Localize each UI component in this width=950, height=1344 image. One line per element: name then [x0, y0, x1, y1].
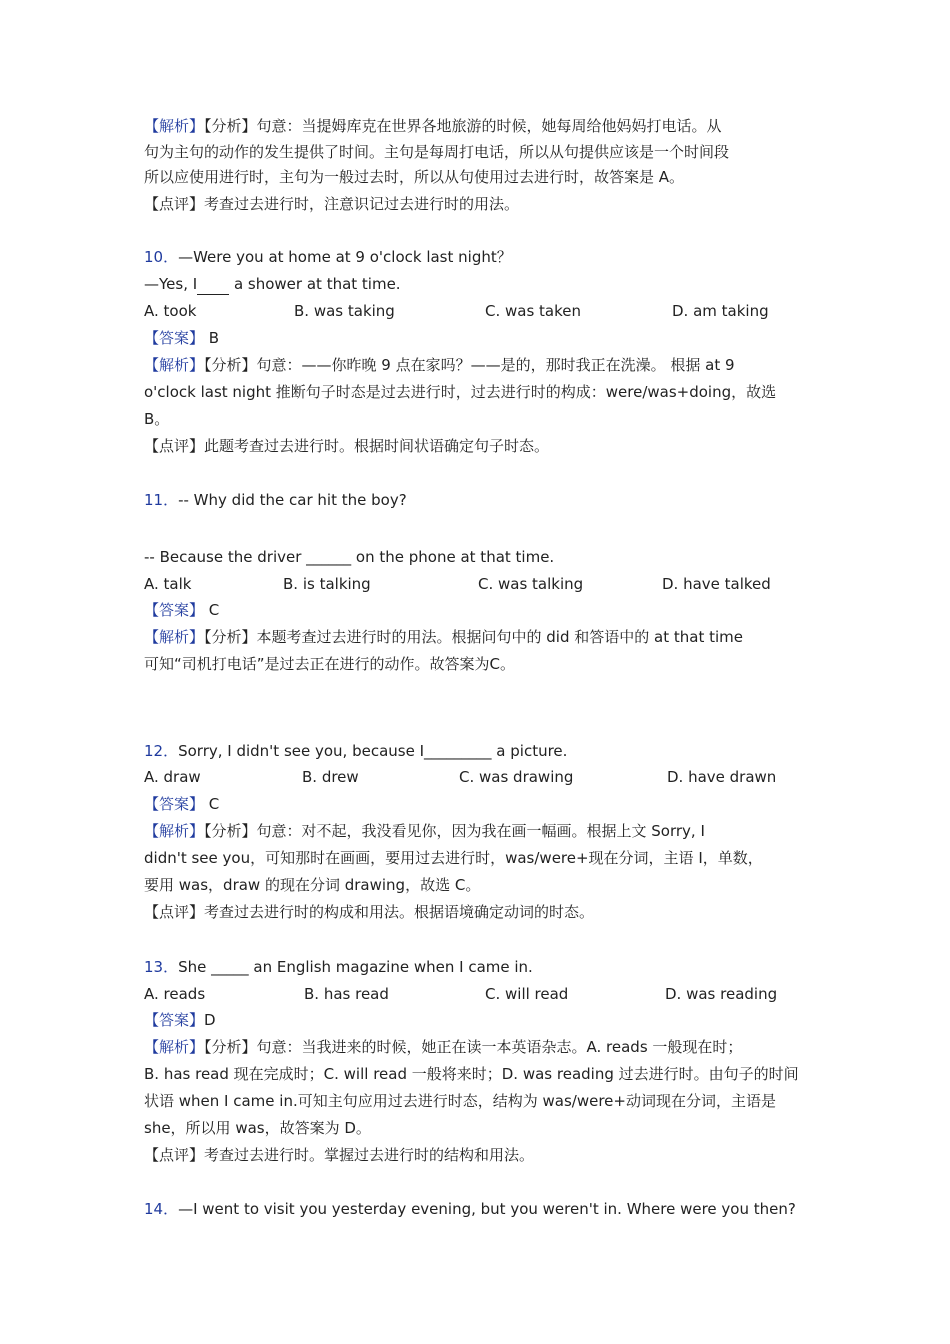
answer-tag: 【答案】: [144, 795, 205, 813]
q13-option-b: B. has read: [304, 985, 389, 1003]
q11-option-c: C. was talking: [478, 575, 584, 593]
q10-reply: —Yes, I a shower at that time.: [144, 275, 401, 293]
question-number: 11．: [144, 491, 179, 509]
q10-option-b: B. was taking: [294, 302, 395, 320]
q11-option-b: B. is talking: [283, 575, 371, 593]
q10-analysis-line-3: B。: [144, 410, 170, 428]
q10-option-d: D. am taking: [672, 302, 769, 320]
q13-option-c: C. will read: [485, 985, 569, 1003]
q13-question: 13．She _____ an English magazine when I came in.: [144, 958, 533, 976]
q11-analysis-line-2: 可知“司机打电话”是过去正在进行的动作。故答案为C。: [144, 655, 516, 673]
q12-question: 12．Sorry, I didn't see you, because I_________ a picture.: [144, 742, 568, 760]
question-number: 12．: [144, 742, 179, 760]
q11-option-a: A. talk: [144, 575, 192, 593]
comment-tag: 【点评】: [144, 195, 205, 213]
analysis-tag: 【解析】: [144, 1038, 205, 1056]
q12-option-b: B. drew: [302, 768, 359, 786]
q9-analysis-line-2: 句为主句的动作的发生提供了时间。主句是每周打电话，所以从句提供应该是一个时间段: [144, 143, 730, 161]
q12-analysis-line-3: 要用 was，draw 的现在分词 drawing，故选 C。: [144, 876, 481, 894]
question-number: 14．: [144, 1200, 179, 1218]
q11-question: 11．-- Why did the car hit the boy?: [144, 491, 407, 509]
q14-question: 14．—I went to visit you yesterday evening, but you weren't in. Where were you then?: [144, 1200, 796, 1218]
q12-option-c: C. was drawing: [459, 768, 574, 786]
q10-analysis-line-2: o'clock last night 推断句子时态是过去进行时，过去进行时的构成：were/was+doing，故选: [144, 383, 777, 401]
question-number: 13．: [144, 958, 179, 976]
q13-option-d: D. was reading: [665, 985, 778, 1003]
q13-answer: 【答案】D: [144, 1011, 216, 1029]
answer-tag: 【答案】: [144, 329, 205, 347]
q13-comment: 【点评】考查过去进行时。掌握过去进行时的结构和用法。: [144, 1146, 535, 1164]
q13-analysis-line-3: 状语 when I came in.可知主句应用过去进行时态，结构为 was/were+动词现在分词，主语是: [144, 1092, 776, 1110]
q11-answer: 【答案】 C: [144, 601, 220, 619]
q11-reply: -- Because the driver ______ on the phone at that time.: [144, 548, 555, 566]
q9-comment: 【点评】考查过去进行时，注意识记过去进行时的用法。: [144, 195, 520, 213]
q9-analysis-line-3: 所以应使用进行时，主句为一般过去时，所以从句使用过去进行时，故答案是 A。: [144, 168, 685, 186]
q10-option-a: A. took: [144, 302, 197, 320]
q10-question: 10．—Were you at home at 9 o'clock last night？: [144, 248, 512, 266]
q12-comment: 【点评】考查过去进行时的构成和用法。根据语境确定动词的时态。: [144, 903, 595, 921]
q10-analysis-line-1: 【解析】【分析】句意：——你昨晚 9 点在家吗？——是的，那时我正在洗澡。 根据 at 9: [144, 356, 735, 374]
q12-option-a: A. draw: [144, 768, 201, 786]
analysis-tag: 【解析】: [144, 117, 205, 135]
q11-option-d: D. have talked: [662, 575, 771, 593]
comment-tag: 【点评】: [144, 437, 205, 455]
q13-analysis-line-1: 【解析】【分析】句意：当我进来的时候，她正在读一本英语杂志。A. reads 一般现在时；: [144, 1038, 743, 1056]
analysis-tag: 【解析】: [144, 628, 205, 646]
q12-option-d: D. have drawn: [667, 768, 777, 786]
answer-tag: 【答案】: [144, 601, 205, 619]
q13-analysis-line-4: she，所以用 was，故答案为 D。: [144, 1119, 371, 1137]
analysis-tag: 【解析】: [144, 822, 205, 840]
q13-option-a: A. reads: [144, 985, 206, 1003]
answer-tag: 【答案】: [144, 1011, 205, 1029]
q12-answer: 【答案】 C: [144, 795, 220, 813]
q10-answer: 【答案】 B: [144, 329, 220, 347]
q10-comment: 【点评】此题考查过去进行时。根据时间状语确定句子时态。: [144, 437, 550, 455]
q12-analysis-line-2: didn't see you，可知那时在画画，要用过去进行时，was/were+现在分词，主语 I，单数，: [144, 849, 763, 867]
answer-blank: [197, 274, 229, 295]
analysis-tag: 【解析】: [144, 356, 205, 374]
q9-analysis-line-1: 【解析】【分析】句意：当提姆库克在世界各地旅游的时候，她每周给他妈妈打电话。从: [144, 117, 722, 135]
comment-tag: 【点评】: [144, 1146, 205, 1164]
q10-option-c: C. was taken: [485, 302, 582, 320]
question-number: 10．: [144, 248, 179, 266]
q11-analysis-line-1: 【解析】【分析】本题考查过去进行时的用法。根据问句中的 did 和答语中的 at that time: [144, 628, 743, 646]
q12-analysis-line-1: 【解析】【分析】句意：对不起，我没看见你，因为我在画一幅画。根据上文 Sorry, I: [144, 822, 705, 840]
q13-analysis-line-2: B. has read 现在完成时；C. will read 一般将来时；D. was reading 过去进行时。由句子的时间: [144, 1065, 799, 1083]
